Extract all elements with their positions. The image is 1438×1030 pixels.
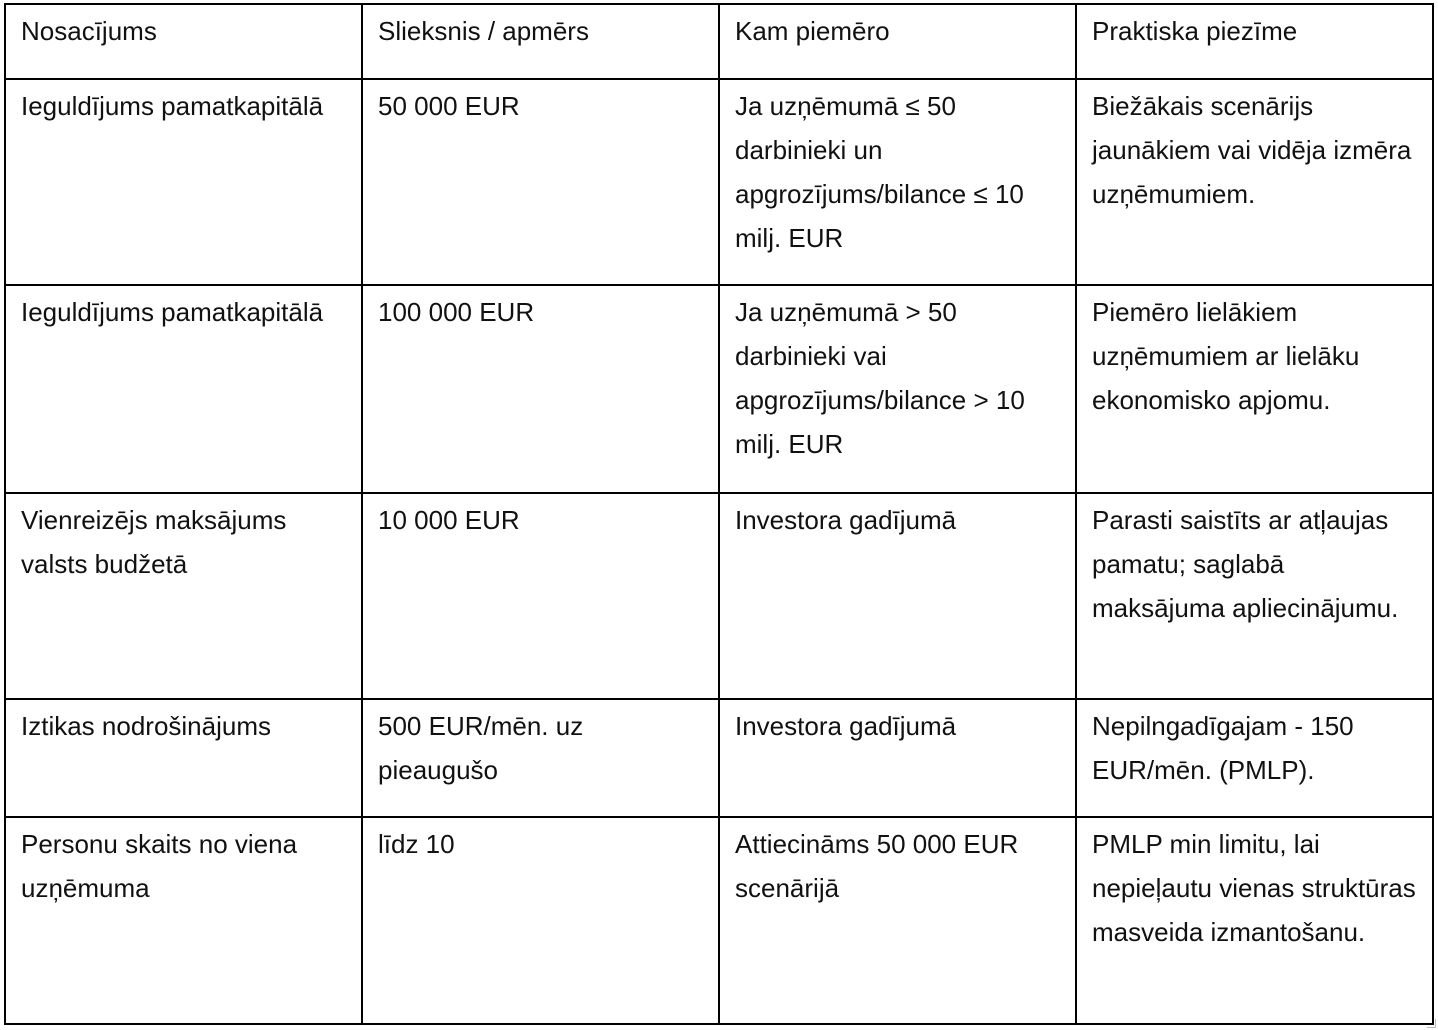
cell-practical-note: Parasti saistīts ar atļaujas pamatu; saglabā maksājuma apliecinājumu. [1076, 493, 1433, 699]
header-cell-practical-note: Praktiska piezīme [1076, 4, 1433, 79]
cell-applies-to: Attiecināms 50 000 EUR scenārijā [719, 817, 1076, 1024]
conditions-table [4, 3, 1434, 1025]
cell-condition: Iztikas nodrošinājums [5, 699, 362, 817]
cell-practical-note: Biežākais scenārijs jaunākiem vai vidēja izmēra uzņēmumiem. [1076, 79, 1433, 285]
cell-threshold: līdz 10 [362, 817, 719, 1024]
cell-practical-note: PMLP min limitu, lai nepieļautu vienas struktūras masveida izmantošanu. [1076, 817, 1433, 1024]
table-row [5, 285, 1433, 493]
header-cell-condition: Nosacījums [5, 4, 362, 79]
cell-threshold: 10 000 EUR [362, 493, 719, 699]
table-row [5, 493, 1433, 699]
table-row [5, 699, 1433, 817]
cell-practical-note: Nepilngadīgajam - 150 EUR/mēn. (PMLP). [1076, 699, 1433, 817]
cell-threshold: 100 000 EUR [362, 285, 719, 493]
cell-condition: Vienreizējs maksājums valsts budžetā [5, 493, 362, 699]
cell-applies-to: Investora gadījumā [719, 699, 1076, 817]
cell-condition: Ieguldījums pamatkapitālā [5, 79, 362, 285]
cell-applies-to: Ja uzņēmumā ≤ 50 darbinieki un apgrozījums/bilance ≤ 10 milj. EUR [719, 79, 1076, 285]
cell-condition: Personu skaits no viena uzņēmuma [5, 817, 362, 1024]
header-cell-threshold: Slieksnis / apmērs [362, 4, 719, 79]
cell-threshold: 500 EUR/mēn. uz pieaugušo [362, 699, 719, 817]
cell-condition: Ieguldījums pamatkapitālā [5, 285, 362, 493]
cell-applies-to: Investora gadījumā [719, 493, 1076, 699]
cell-threshold: 50 000 EUR [362, 79, 719, 285]
table-row [5, 79, 1433, 285]
table-row [5, 817, 1433, 1024]
page-corner-mark [1427, 1019, 1436, 1028]
header-cell-applies-to: Kam piemēro [719, 4, 1076, 79]
cell-practical-note: Piemēro lielākiem uzņēmumiem ar lielāku ekonomisko apjomu. [1076, 285, 1433, 493]
cell-applies-to: Ja uzņēmumā > 50 darbinieki vai apgrozījums/bilance > 10 milj. EUR [719, 285, 1076, 493]
table-header-row [5, 4, 1433, 79]
